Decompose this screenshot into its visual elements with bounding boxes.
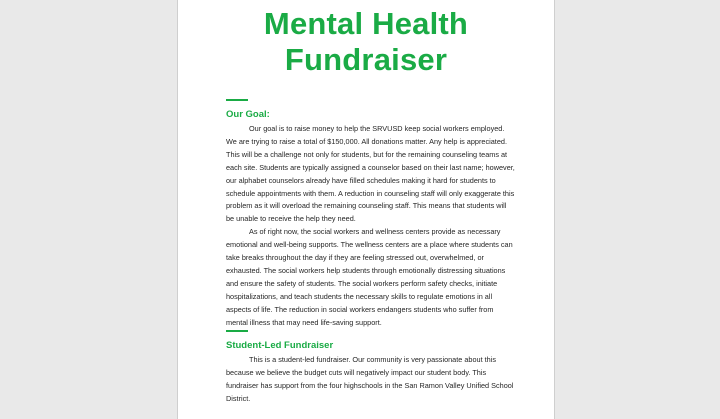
section-heading-student-led: Student-Led Fundraiser [226,340,334,351]
page-title-line-1: Mental Health [263,6,469,41]
section-heading-our-goal: Our Goal: [226,109,270,120]
section-divider-goal [226,99,248,101]
page-title-line-2: Fundraiser [284,42,448,77]
paragraph-goal-1: Our goal is to raise money to help the SRVUSD keep social workers employed. We are trying to raise a total of $150,000. All donations matter. Any help is appreciated. This will be a challenge not only for students, but for the remaining counseling teams at each site. Students are typically assigned a counselor based on their last name; however, our alphabet counselors already have filled schedules making it hard for students to schedule appointments with them. A reduction in counseling staff will only exaggerate this problem as it will overload the remaining counseling staff. This means that students will be unable to receive the help they need. [226,124,515,224]
paragraph-student-led-1: This is a student-led fundraiser. Our community is very passionate about this because we believe the budget cuts will negatively impact our student body. This fundraiser has support from the four highschools in the San Ramon Valley Unified School District. [226,355,514,403]
section-divider-student-led [226,330,248,332]
page-title [178,6,554,78]
document-page [177,0,555,419]
section-body-our-goal [226,123,516,330]
section-body-student-led [226,354,516,406]
paragraph-goal-2: As of right now, the social workers and wellness centers provide as necessary emotional and well-being supports. The wellness centers are a place where students can take breaks throughout the day if they are feeling stressed out, overwhelmed, or exhausted. The social workers help students through emotionally distressing situations and ensure the safety of students. The social workers perform safety checks, initiate hospitalizations, and teach students the necessary skills to regulate emotions in all aspects of life. The reduction in social workers endangers students who suffer from mental illness that may need life-saving support. [226,227,513,327]
